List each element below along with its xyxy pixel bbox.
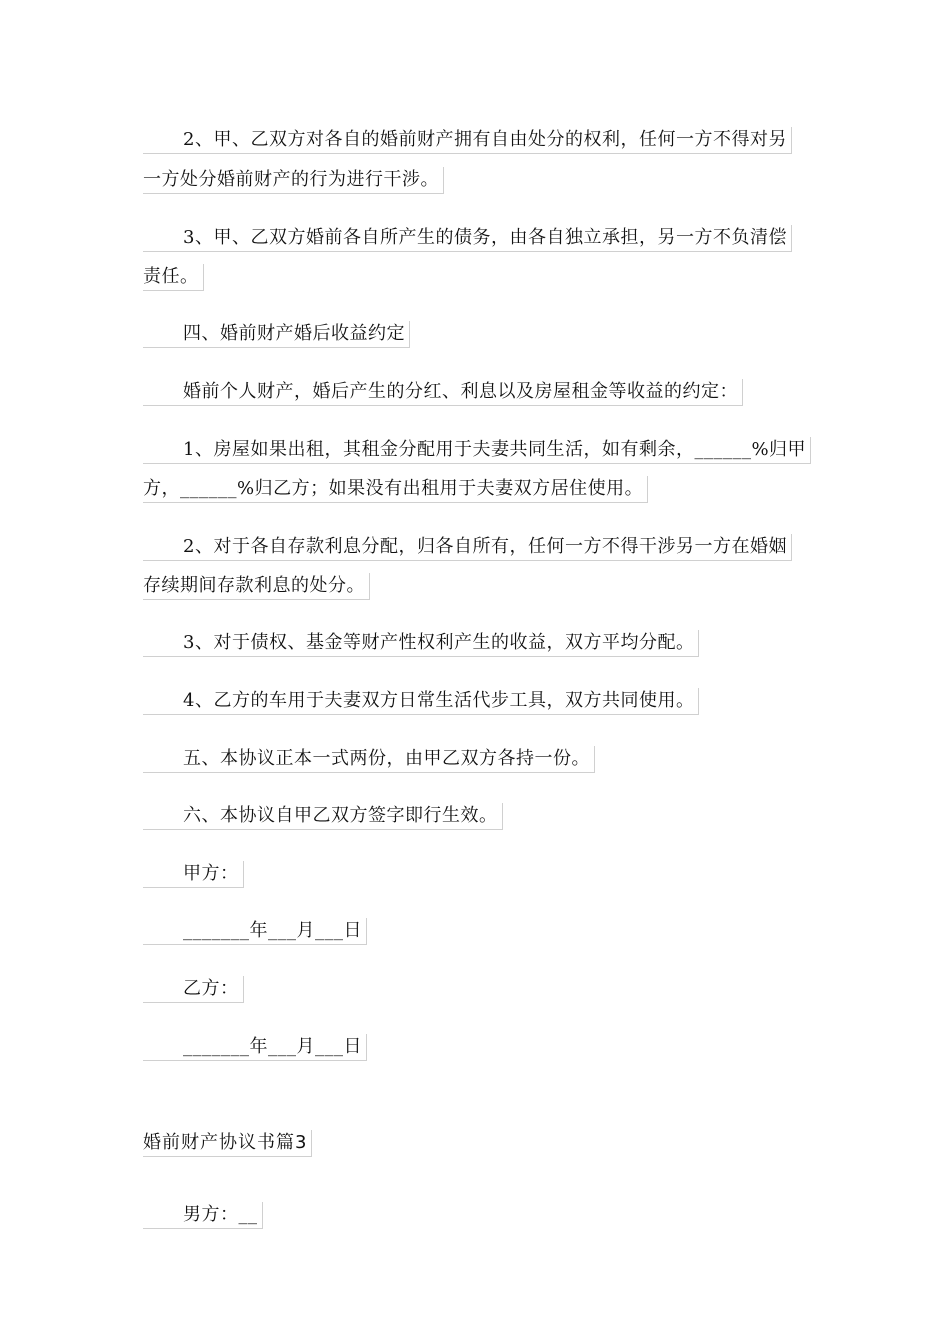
section-6: 六、本协议自甲乙双方签字即行生效。 bbox=[143, 803, 503, 830]
party-b-date-line: _______年___月___日 bbox=[143, 1034, 367, 1061]
income-item-1-line-1: 1、房屋如果出租，其租金分配用于夫妻共同生活，如有剩余，______%归甲 bbox=[143, 437, 811, 464]
party-b-signature-label: 乙方： bbox=[143, 976, 244, 1003]
clause-2-line-2: 一方处分婚前财产的行为进行干涉。 bbox=[143, 167, 444, 194]
section-4-heading: 四、婚前财产婚后收益约定 bbox=[143, 321, 410, 348]
clause-3-line-2: 责任。 bbox=[143, 264, 204, 291]
party-a-date-line: _______年___月___日 bbox=[143, 918, 367, 945]
income-item-3: 3、对于债权、基金等财产性权利产生的收益，双方平均分配。 bbox=[143, 630, 699, 657]
clause-3-line-1: 3、甲、乙双方婚前各自所产生的债务，由各自独立承担，另一方不负清偿 bbox=[143, 225, 792, 252]
income-item-2-line-1: 2、对于各自存款利息分配，归各自所有，任何一方不得干涉另一方在婚姻 bbox=[143, 534, 792, 561]
clause-2-line-1: 2、甲、乙双方对各自的婚前财产拥有自由处分的权利，任何一方不得对另 bbox=[143, 127, 792, 154]
party-a-signature-label: 甲方： bbox=[143, 861, 244, 888]
income-item-2-line-2: 存续期间存款利息的处分。 bbox=[143, 573, 370, 600]
section-4-intro: 婚前个人财产，婚后产生的分红、利息以及房屋租金等收益的约定： bbox=[143, 379, 743, 406]
income-item-1-line-2: 方，______%归乙方；如果没有出租用于夫妻双方居住使用。 bbox=[143, 476, 648, 503]
income-item-4: 4、乙方的车用于夫妻双方日常生活代步工具，双方共同使用。 bbox=[143, 688, 699, 715]
section-title-agreement-3: 婚前财产协议书篇3 bbox=[143, 1130, 312, 1157]
male-party-label: 男方：__ bbox=[143, 1202, 263, 1229]
section-5: 五、本协议正本一式两份，由甲乙双方各持一份。 bbox=[143, 746, 595, 773]
